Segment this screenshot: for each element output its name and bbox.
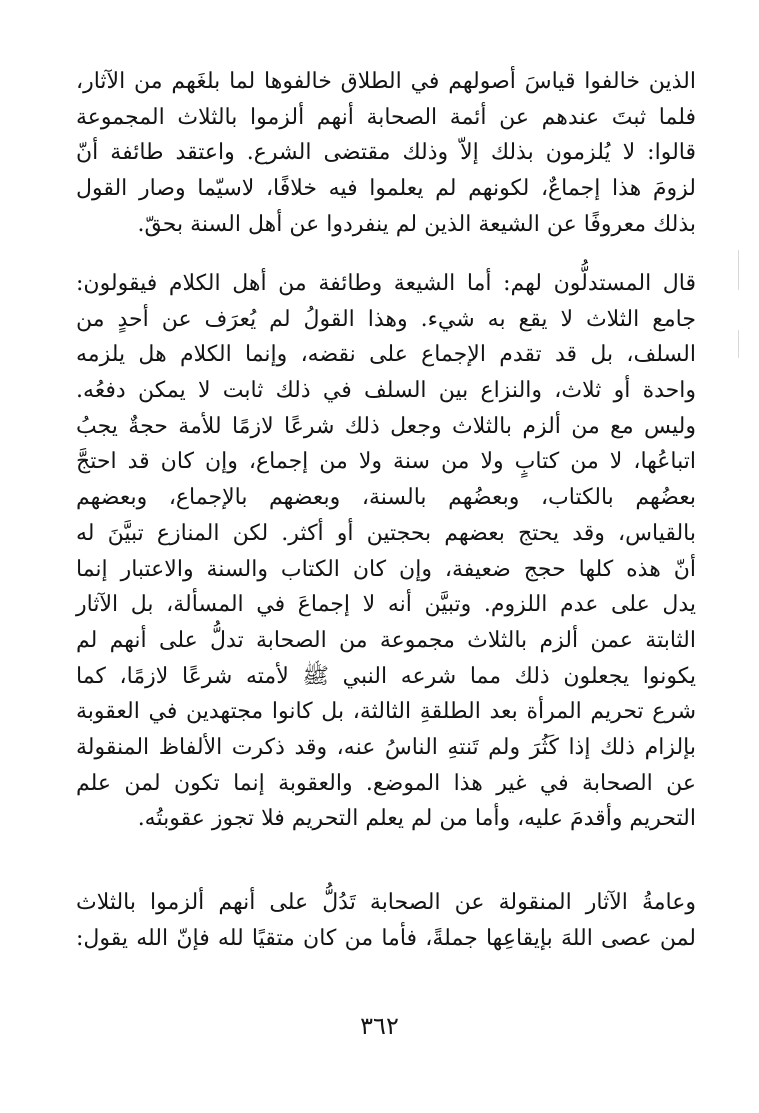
text-line: جامع الثلاث لا يقع به شيء. وهذا القولُ لم يُعرَف عن أحدٍ من xyxy=(76,306,696,332)
text-line: التحريم وأقدمَ عليه، وأما من لم يعلم التحريم فلا تجوز عقوبتُه. xyxy=(137,806,696,832)
text-line: السلف، بل قد تقدم الإجماع على نقضه، وإنما الكلام هل يلزمه xyxy=(76,342,696,368)
text-line: فلما ثبتَ عندهم عن أئمة الصحابة أنهم ألزموا بالثلاث المجموعة xyxy=(76,104,696,130)
text-line: قالوا: لا يُلزمون بذلك إلاّ وذلك مقتضى الشرع. واعتقد طائفة أنّ xyxy=(76,140,696,166)
text-line: عن الصحابة في غير هذا الموضع. والعقوبة إنما تكون لمن علم xyxy=(76,770,696,796)
text-line: بالقياس، وقد يحتج بعضهم بحجتين أو أكثر. لكن المنازع تبيَّنَ له xyxy=(76,520,696,546)
text-line: لمن عصى اللهَ بإيقاعِها جملةً، فأما من كان متقيًا لله فإنّ الله يقول: xyxy=(76,925,696,951)
text-line: أنّ هذه كلها حجج ضعيفة، وإن كان الكتاب والسنة والاعتبار إنما xyxy=(76,556,696,582)
text-line: الثابتة عمن ألزم بالثلاث مجموعة من الصحابة تدلُّ على أنهم لم xyxy=(76,627,696,653)
scan-artifact xyxy=(738,330,739,358)
paragraph-1 xyxy=(76,64,696,242)
text-line: وعامةُ الآثار المنقولة عن الصحابة تَدُلُّ على أنهم ألزموا بالثلاث xyxy=(76,890,696,915)
text-line: قال المستدلُّون لهم: أما الشيعة وطائفة من أهل الكلام فيقولون: xyxy=(76,271,696,296)
paragraph-2 xyxy=(76,266,696,837)
page-number: ٣٦٢ xyxy=(360,1012,399,1040)
text-line: واحدة أو ثلاث، والنزاع بين السلف في ذلك ثابت لا يمكن دفعُه. xyxy=(76,378,696,404)
text-line: بإلزام ذلك إذا كَثُرَ ولم تَنتهِ الناسُ عنه، وقد ذكرت الألفاظ المنقولة xyxy=(76,734,696,760)
text-line: لزومَ هذا إجماعٌ، لكونهم لم يعلموا فيه خلافًا، لاسيّما وصار القول xyxy=(76,176,696,202)
text-line: بذلك معروفًا عن الشيعة الذين لم ينفردوا عن أهل السنة بحقّ. xyxy=(137,211,696,237)
text-line: الذين خالفوا قياسَ أصولهم في الطلاق خالفوها لما بلغَهم من الآثار، xyxy=(76,69,696,94)
scan-artifact xyxy=(738,250,739,290)
text-line: شرع تحريم المرأة بعد الطلقةِ الثالثة، بل كانوا مجتهدين في العقوبة xyxy=(76,699,696,725)
text-line: يكونوا يجعلون ذلك مما شرعه النبي ﷺ لأمته شرعًا لازمًا، كما xyxy=(76,663,696,689)
text-line: اتباعُها، لا من كتابٍ ولا من سنة ولا من إجماع، وإن كان قد احتجَّ xyxy=(76,449,696,475)
text-line: يدل على عدم اللزوم. وتبيَّن أنه لا إجماعَ في المسألة، بل الآثار xyxy=(76,592,696,618)
text-line: بعضُهم بالكتاب، وبعضُهم بالسنة، وبعضهم بالإجماع، وبعضهم xyxy=(76,485,696,511)
text-line: وليس مع من ألزم بالثلاث وجعل ذلك شرعًا لازمًا للأمة حجةٌ يجبُ xyxy=(76,413,696,439)
paragraph-3 xyxy=(76,885,696,956)
